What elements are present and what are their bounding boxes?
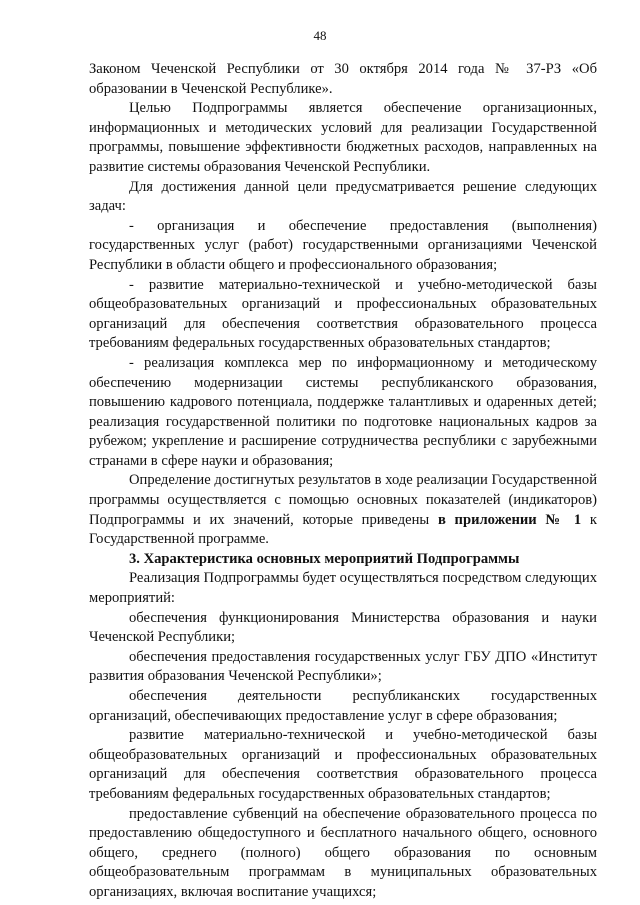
paragraph-activities-intro: Реализация Подпрограммы будет осуществляться посредством следующих мероприятий: xyxy=(89,570,597,607)
paragraph-tasks-intro: Для достижения данной цели предусматривается решение следующих задач: xyxy=(89,178,597,215)
page-number: 48 xyxy=(313,28,327,43)
activity-item-ministry: обеспечения функционирования Министерства образования и науки Чеченской Республики; xyxy=(89,609,597,646)
activity-item-material-base: развитие материально-технической и учебно-методической базы общеобразовательных организаций и профессиональных образовательных организаций для обеспечения соответствия образовательного процесса требованиям федеральных государственных образовательных стандартов; xyxy=(89,727,597,802)
task-item-information-support: - реализация комплекса мер по информационному и методическому обеспечению модернизации системы республиканского образования, повышению кадрового потенциала, поддержке талантливых и одаренных детей; реализация государственной политики по подготовке национальных кадров за рубежом; укрепление и расширение сотрудничества республики с зарубежными странами в сфере науки и образования; xyxy=(89,354,597,469)
activity-item-institute: обеспечения предоставления государственных услуг ГБУ ДПО «Институт развития образования Чеченской Республики»; xyxy=(89,648,597,685)
activity-item-republican-organizations: обеспечения деятельности республиканских государственных организаций, обеспечивающих предоставление услуг в сфере образования; xyxy=(89,688,597,724)
section-heading: 3. Характеристика основных мероприятий Подпрограммы xyxy=(129,550,520,567)
task-item-material-base: - развитие материально-технической и учебно-методической базы общеобразовательных организаций и профессиональных образовательных организаций для обеспечения соответствия образовательного процесса требованиям федеральных государственных образовательных стандартов; xyxy=(89,276,597,352)
paragraph-results-definition xyxy=(89,471,597,549)
results-text-after: к Государственной программе. xyxy=(89,511,597,548)
activity-item-subventions: предоставление субвенций на обеспечение образовательного процесса по предоставлению общедоступного и бесплатного начального общего, основного общего, среднего (полного) общего образования по основным общеобразовательным программам в муниципальных образовательных организациях, включая воспитание учащихся; xyxy=(89,805,597,900)
paragraph-subprogram-goal: Целью Подпрограммы является обеспечение организационных, информационных и методических условий для реализации Государственной программы, повышение эффективности бюджетных расходов, направленных на развитие системы образования Чеченской Республики. xyxy=(89,100,597,175)
results-text-before: Определение достигнутых результатов в ходе реализации Государственной программы осуществляется с помощью основных показателей (индикаторов) Подпрограммы и их значений, которые приведены xyxy=(89,472,597,528)
paragraph-law-reference: Законом Чеченской Республики от 30 октября 2014 года № 37-РЗ «Об образовании в Чеченской Республике». xyxy=(89,61,597,97)
appendix-reference: в приложении № 1 xyxy=(437,511,582,528)
page-content xyxy=(89,60,597,903)
task-item-organization: - организация и обеспечение предоставления (выполнения) государственных услуг (работ) государственными организациями Чеченской Республики в области общего и профессионального образования; xyxy=(89,217,597,273)
